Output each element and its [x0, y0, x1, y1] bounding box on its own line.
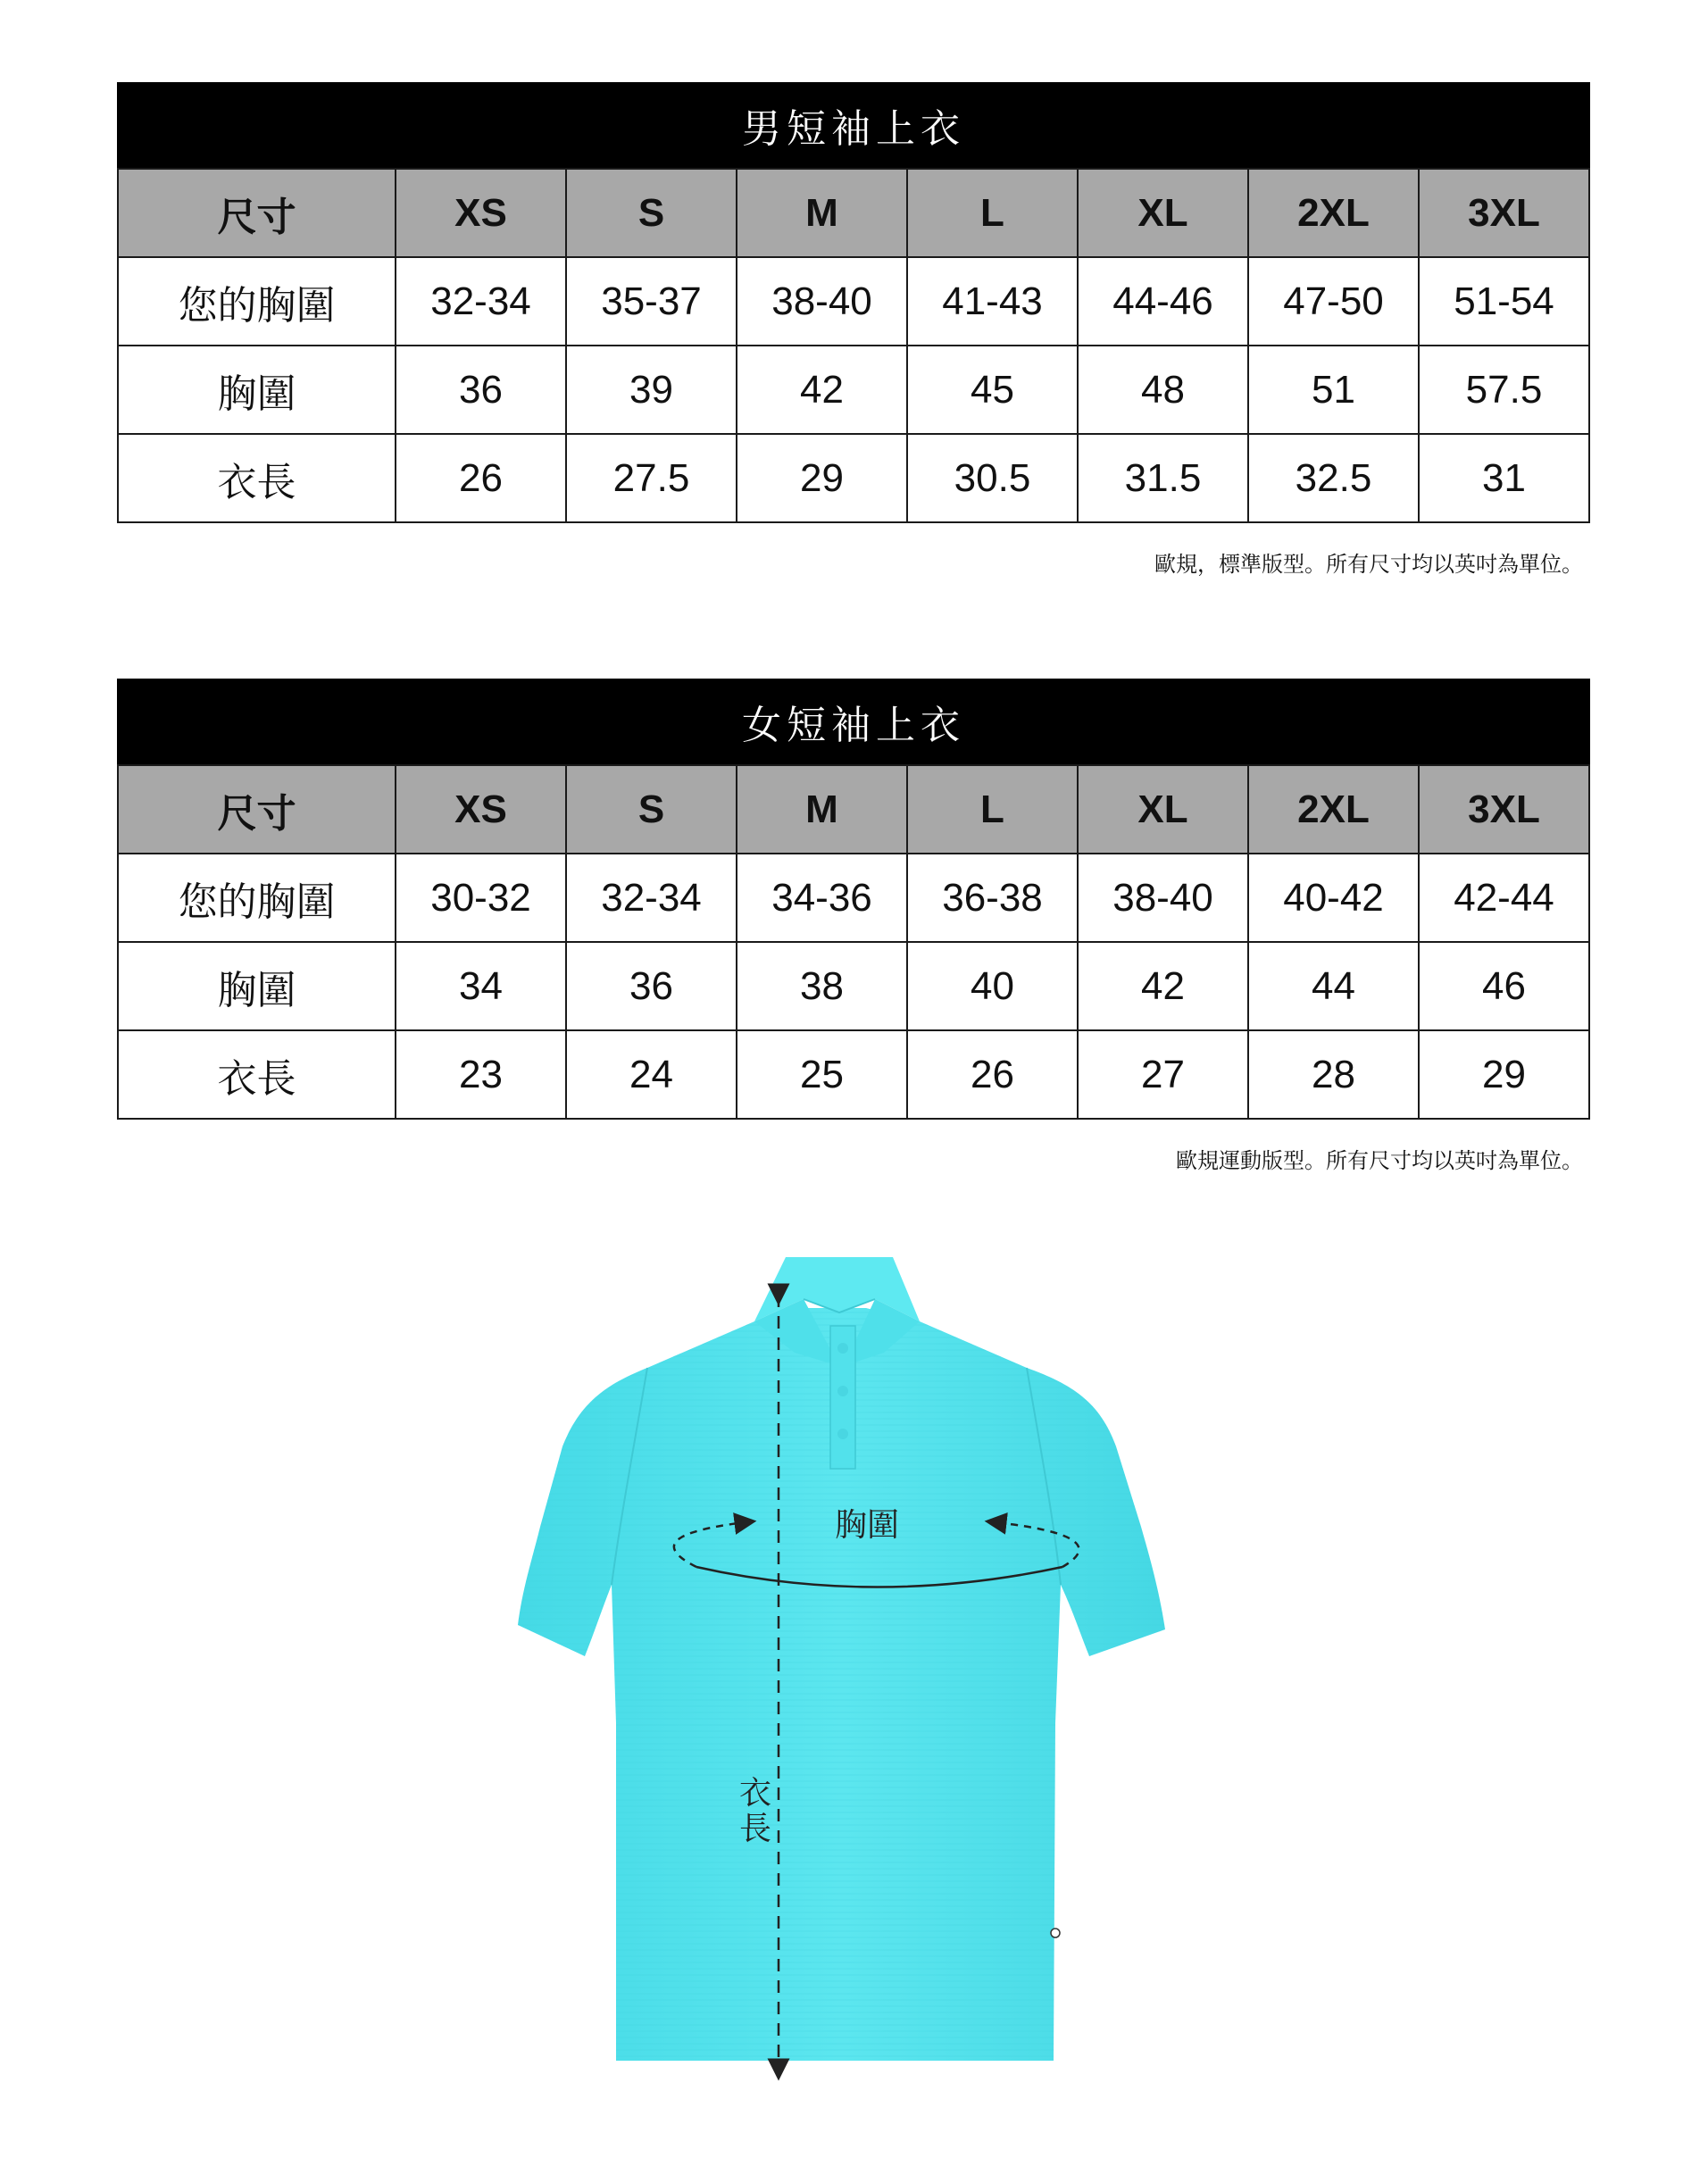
header-cell: S [566, 169, 737, 257]
table-cell: 30-32 [396, 854, 566, 942]
table-cell: 46 [1419, 942, 1589, 1030]
table-cell: 48 [1078, 346, 1248, 434]
header-cell: XL [1078, 169, 1248, 257]
chest-label: 胸圍 [835, 1507, 900, 1544]
row-label: 您的胸圍 [118, 257, 396, 346]
women-table-title: 女短袖上衣 [117, 679, 1590, 764]
table-cell: 26 [907, 1030, 1078, 1119]
table-cell: 28 [1248, 1030, 1419, 1119]
table-cell: 36 [396, 346, 566, 434]
men-size-grid [117, 168, 1590, 523]
table-cell: 51-54 [1419, 257, 1589, 346]
header-cell: L [907, 765, 1078, 854]
men-table-note: 歐規，標準版型。所有尺寸均以英吋為單位。 [1154, 552, 1583, 577]
men-header-row [118, 169, 1589, 257]
men-size-table [117, 82, 1590, 523]
header-cell: XS [396, 169, 566, 257]
women-size-grid [117, 764, 1590, 1120]
header-cell: M [737, 765, 907, 854]
row-label: 胸圍 [118, 942, 396, 1030]
header-cell: XS [396, 765, 566, 854]
table-cell: 35-37 [566, 257, 737, 346]
header-cell: 2XL [1248, 765, 1419, 854]
header-cell: S [566, 765, 737, 854]
table-cell: 47-50 [1248, 257, 1419, 346]
table-cell: 42 [737, 346, 907, 434]
header-cell: 3XL [1419, 765, 1589, 854]
header-cell: 2XL [1248, 169, 1419, 257]
table-cell: 44-46 [1078, 257, 1248, 346]
table-cell: 40-42 [1248, 854, 1419, 942]
table-cell: 38-40 [1078, 854, 1248, 942]
table-cell: 40 [907, 942, 1078, 1030]
table-cell: 29 [737, 434, 907, 522]
header-cell: 3XL [1419, 169, 1589, 257]
header-cell: L [907, 169, 1078, 257]
row-label: 您的胸圍 [118, 854, 396, 942]
table-cell: 27.5 [566, 434, 737, 522]
women-size-table [117, 679, 1590, 1120]
header-cell: XL [1078, 765, 1248, 854]
table-cell: 23 [396, 1030, 566, 1119]
row-label: 衣長 [118, 1030, 396, 1119]
table-cell: 44 [1248, 942, 1419, 1030]
women-header-row [118, 765, 1589, 854]
table-cell: 57.5 [1419, 346, 1589, 434]
table-cell: 31.5 [1078, 434, 1248, 522]
row-label: 衣長 [118, 434, 396, 522]
side-tag-icon [1051, 1929, 1060, 1937]
length-label-1: 衣 [739, 1775, 772, 1812]
table-cell: 32-34 [396, 257, 566, 346]
shirt-graphic [518, 1257, 1165, 2061]
length-label-2: 長 [739, 1811, 772, 1847]
header-cell: M [737, 169, 907, 257]
header-cell: 尺寸 [118, 169, 396, 257]
table-cell: 38 [737, 942, 907, 1030]
table-cell: 42-44 [1419, 854, 1589, 942]
table-cell: 36 [566, 942, 737, 1030]
table-row [118, 257, 1589, 346]
polo-shirt-measurement-diagram [500, 1232, 1214, 2089]
men-table-title: 男短袖上衣 [117, 82, 1590, 168]
table-cell: 34-36 [737, 854, 907, 942]
table-cell: 25 [737, 1030, 907, 1119]
table-cell: 24 [566, 1030, 737, 1119]
table-cell: 32-34 [566, 854, 737, 942]
table-cell: 45 [907, 346, 1078, 434]
shirt-button [837, 1429, 848, 1439]
header-cell: 尺寸 [118, 765, 396, 854]
shirt-button [837, 1386, 848, 1396]
table-row [118, 434, 1589, 522]
table-cell: 30.5 [907, 434, 1078, 522]
table-row [118, 346, 1589, 434]
table-cell: 32.5 [1248, 434, 1419, 522]
table-cell: 39 [566, 346, 737, 434]
shirt-button [837, 1343, 848, 1354]
table-cell: 27 [1078, 1030, 1248, 1119]
row-label: 胸圍 [118, 346, 396, 434]
table-row [118, 854, 1589, 942]
table-cell: 29 [1419, 1030, 1589, 1119]
table-cell: 51 [1248, 346, 1419, 434]
table-row [118, 942, 1589, 1030]
table-cell: 41-43 [907, 257, 1078, 346]
table-row [118, 1030, 1589, 1119]
table-cell: 36-38 [907, 854, 1078, 942]
women-table-note: 歐規運動版型。所有尺寸均以英吋為單位。 [1176, 1148, 1583, 1173]
table-cell: 38-40 [737, 257, 907, 346]
table-cell: 34 [396, 942, 566, 1030]
table-cell: 26 [396, 434, 566, 522]
table-cell: 31 [1419, 434, 1589, 522]
table-cell: 42 [1078, 942, 1248, 1030]
